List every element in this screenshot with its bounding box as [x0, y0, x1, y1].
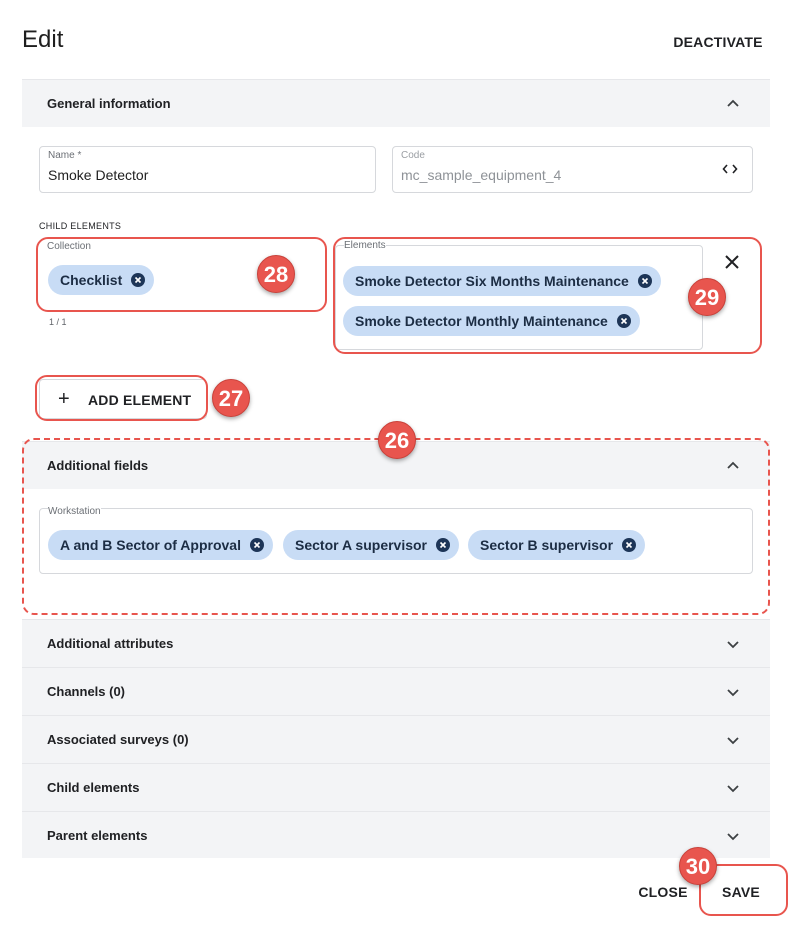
annotation-badge: 28	[257, 255, 295, 293]
chevron-down-icon[interactable]	[724, 731, 742, 749]
chip-label: Smoke Detector Monthly Maintenance	[355, 313, 608, 329]
page-title: Edit	[22, 26, 64, 53]
section-title: Additional attributes	[47, 636, 174, 651]
section-parent-elements[interactable]	[22, 811, 770, 858]
section-title: Channels (0)	[47, 684, 126, 699]
collection-counter: 1 / 1	[49, 317, 67, 327]
chip-label: A and B Sector of Approval	[60, 537, 241, 553]
section-associated-surveys[interactable]	[22, 715, 770, 763]
add-element-label: ADD ELEMENT	[88, 392, 192, 408]
chevron-down-icon[interactable]	[724, 827, 742, 845]
code-field-value: mc_sample_equipment_4	[401, 167, 562, 183]
annotation-highlight-additional-fields	[22, 438, 770, 615]
section-title: General information	[47, 96, 171, 111]
code-field-label: Code	[401, 150, 425, 161]
chevron-down-icon[interactable]	[724, 683, 742, 701]
child-elements-caption: CHILD ELEMENTS	[39, 221, 122, 231]
section-child-elements[interactable]	[22, 763, 770, 811]
annotation-badge: 26	[378, 421, 416, 459]
name-field-value: Smoke Detector	[48, 167, 149, 183]
plus-icon: +	[58, 388, 70, 410]
chip-label: Checklist	[60, 272, 123, 288]
elements-field-label: Elements	[344, 240, 386, 251]
chevron-up-icon[interactable]	[724, 95, 742, 113]
annotation-badge: 30	[679, 847, 717, 885]
workstation-field-label: Workstation	[48, 506, 101, 517]
chip-label: Sector A supervisor	[295, 537, 428, 553]
collection-field-label: Collection	[47, 241, 91, 252]
chip-label: Smoke Detector Six Months Maintenance	[355, 273, 629, 289]
chip-label: Sector B supervisor	[480, 537, 614, 553]
annotation-highlight-add-element	[35, 375, 208, 421]
name-field-label: Name *	[48, 150, 82, 161]
code-field	[392, 146, 753, 193]
chevron-down-icon[interactable]	[724, 779, 742, 797]
section-title: Additional fields	[47, 458, 149, 473]
section-title: Associated surveys (0)	[47, 732, 189, 747]
chevron-down-icon[interactable]	[724, 635, 742, 653]
section-general-information[interactable]	[22, 79, 770, 127]
section-channels[interactable]	[22, 667, 770, 715]
close-button[interactable]: CLOSE	[634, 881, 692, 903]
annotation-badge: 29	[688, 278, 726, 316]
section-additional-attributes[interactable]	[22, 619, 770, 667]
code-icon[interactable]	[722, 162, 738, 176]
deactivate-button[interactable]: DEACTIVATE	[670, 30, 766, 54]
section-title: Parent elements	[47, 828, 148, 843]
section-title: Child elements	[47, 780, 140, 795]
save-button[interactable]: SAVE	[712, 881, 770, 903]
annotation-badge: 27	[212, 379, 250, 417]
name-field[interactable]	[39, 146, 376, 193]
